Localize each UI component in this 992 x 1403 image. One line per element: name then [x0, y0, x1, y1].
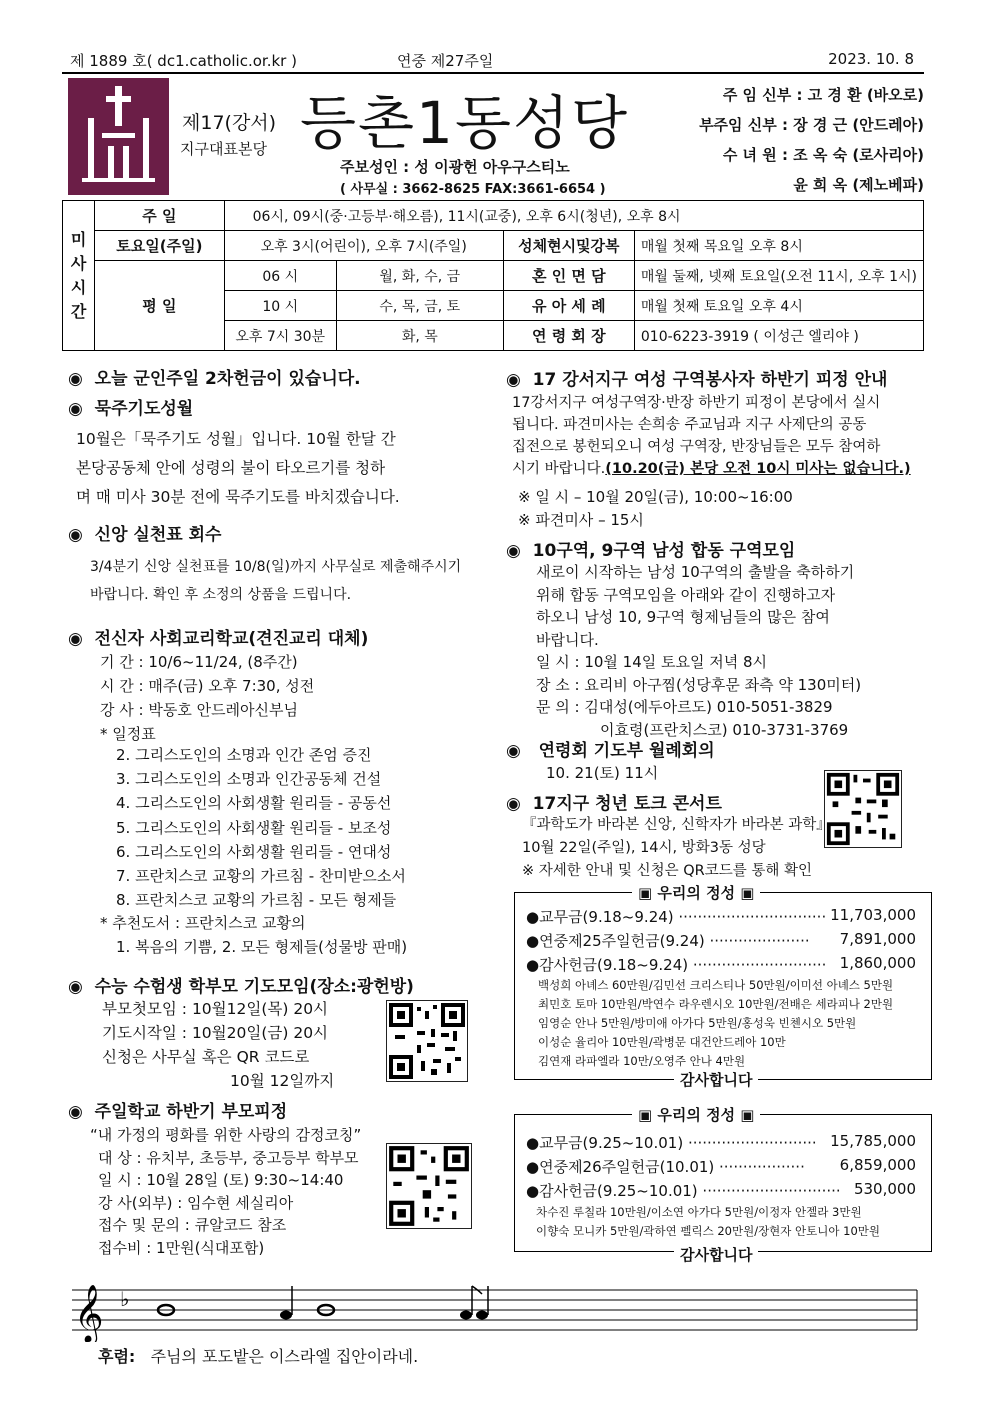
women-retreat-details: [518, 486, 793, 532]
no-mass-notice: (10.20(금) 본당 오전 10시 미사는 없습니다.): [605, 461, 911, 477]
section-parents-retreat: ◉ 주일학교 하반기 부모피정: [68, 1102, 288, 1122]
donor-line: 임영순 안나 5만원/방미애 아가다 5만원/홍성욱 빈첸시오 5만원: [538, 1016, 857, 1030]
section-men-meeting: ◉ 10구역, 9구역 남성 합동 구역모임: [506, 541, 796, 561]
weekday-label: 평 일: [95, 261, 225, 351]
text-line: 바랍니다.: [536, 630, 599, 649]
service-label: 혼 인 면 담: [503, 261, 634, 291]
qr-code-icon[interactable]: [386, 1143, 472, 1229]
offering-label: ●교무금(9.18~9.24) ·······························: [526, 908, 827, 926]
offering-row: [526, 930, 916, 951]
schedule-item: 2. 그리스도인의 소명과 인간 존엄 증진: [116, 746, 372, 764]
text-line: 장 소 : 요리비 아구찜(성당후문 좌측 약 130미터): [536, 675, 862, 694]
service-label: 유 아 세 례: [503, 291, 634, 321]
section-title: 묵주기도성월: [94, 399, 194, 419]
text-line: 기 간 : 10/6~11/24, (8주간): [100, 653, 298, 671]
adoration-value: 매월 첫째 목요일 오후 8시: [634, 231, 923, 261]
schedule-item: 4. 그리스도인의 사회생활 원리들 - 공동선: [116, 794, 392, 813]
text-line: 10월 22일(주일), 14시, 방화3동 성당: [522, 840, 766, 856]
section-title: 주일학교 하반기 부모피정: [94, 1102, 288, 1122]
text-line: 시 간 : 매주(금) 오후 7:30, 성전: [100, 677, 315, 695]
service-value: 매월 둘째, 넷째 토요일(오전 11시, 오후 1시): [634, 261, 923, 291]
office-contact: ( 사무실 : 3662-8625 FAX:3661-6654 ): [340, 182, 606, 197]
text-line: 며 매 미사 30분 전에 묵주기도를 바치겠습니다.: [76, 488, 400, 506]
text-line: ※ 일 시 – 10월 20일(금), 10:00~16:00: [518, 488, 793, 506]
text-line: 10월 12일까지: [230, 1072, 335, 1090]
district-sub-label: 지구대표본당: [180, 140, 267, 158]
section-title: 17지구 청년 토크 콘서트: [532, 794, 722, 814]
issue-number: 제 1889 호( dc1.catholic.or.kr ): [70, 52, 297, 70]
section-rosary-month: ◉ 묵주기도성월: [68, 399, 194, 419]
schedule-item: 3. 그리스도인의 소명과 인간공동체 건설: [116, 770, 382, 789]
text-line: * 일정표: [100, 725, 156, 743]
psalm-music-staff: [62, 1272, 924, 1342]
offering-row: [526, 1180, 916, 1201]
text-line: 10월은「묵주기도 성월」입니다. 10월 한달 간: [76, 430, 396, 448]
text-line: 강 사(외부) : 임수현 세실리아: [98, 1193, 294, 1212]
youth-concert-text: [522, 814, 831, 883]
offering-amount: 6,859,000: [839, 1156, 916, 1174]
clergy-sister-1: 수 녀 원 : 조 옥 숙 (로사리아): [722, 146, 924, 164]
adoration-label: 성체현시및강복: [503, 231, 634, 261]
section-exam-parents: ◉ 수능 수험생 학부모 기도모임(장소:광헌방): [68, 977, 414, 997]
saturday-times: 오후 3시(어린이), 오후 7시(주일): [224, 231, 503, 261]
sunday-label: 주 일: [95, 201, 225, 231]
offering-amount: 1,860,000: [839, 954, 916, 972]
donor-list: [536, 1203, 880, 1241]
psalm-text: 주님의 포도밭은 이스라엘 집안이라네.: [150, 1347, 419, 1366]
church-name: 등촌1동성당: [300, 89, 630, 157]
text-line: 접수 및 문의 : 큐알코드 참조: [98, 1216, 287, 1234]
clergy-assistant: 부주임 신부 : 장 경 근 (안드레아): [699, 116, 924, 134]
funeral-meeting-date: 10. 21(토) 11시: [546, 764, 659, 782]
section-faith-practice: ◉ 신앙 실천표 회수: [68, 525, 222, 545]
text-line: 됩니다. 파견미사는 손희송 주교님과 지구 사제단의 공동: [512, 417, 867, 433]
psalm-label: 후렴:: [98, 1347, 136, 1366]
section-funeral-meeting: ◉ 연령회 기도부 월례회의: [506, 741, 715, 761]
psalm-refrain: [98, 1345, 418, 1368]
text-line: 접수비 : 1만원(식대포함): [98, 1238, 265, 1257]
text-line: 『과학도가 바라본 신앙, 신학자가 바라본 과학』: [522, 817, 831, 833]
section-title: 10구역, 9구역 남성 합동 구역모임: [532, 541, 796, 561]
donor-line: 최민호 토마 10만원/박연수 라우렌시오 10만원/전배은 세라피나 2만원: [538, 997, 894, 1011]
section-title: 신앙 실천표 회수: [94, 525, 222, 545]
faith-practice-text: [90, 553, 461, 609]
clergy-pastor: 주 임 신부 : 고 경 환 (바오로): [722, 86, 924, 104]
section-title: 오늘 군인주일 2차헌금이 있습니다.: [94, 369, 361, 389]
mass-side-label: 미사시간: [63, 201, 95, 351]
weekday-time: 오후 7시 30분: [224, 321, 336, 351]
top-rule: [62, 72, 924, 74]
svg-text:𝄞: 𝄞: [74, 1284, 104, 1342]
text-line: 17강서지구 여성구역장·반장 하반기 피정이 본당에서 실시: [512, 395, 881, 411]
offering-row: [526, 1132, 916, 1153]
text-line: 시기 바랍니다.: [512, 461, 606, 477]
text-line: 일 시 : 10월 14일 토요일 저녁 8시: [536, 653, 768, 671]
offering-row: [526, 954, 916, 975]
section-women-retreat: ◉ 17 강서지구 여성 구역봉사자 하반기 피정 안내: [506, 370, 888, 390]
service-value: 매월 첫째 토요일 오후 4시: [634, 291, 923, 321]
men-meeting-text: [536, 561, 861, 741]
section-youth-concert: ◉ 17지구 청년 토크 콘서트: [506, 794, 722, 814]
schedule-item: 7. 프란치스코 교황의 가르침 - 찬미받으소서: [116, 867, 406, 886]
donor-line: 이성순 율리아 10만원/곽병문 대건안드레아 10만: [538, 1035, 786, 1049]
weekday-time: 06 시: [224, 261, 336, 291]
offering-amount: 15,785,000: [830, 1132, 916, 1150]
weekday-time: 10 시: [224, 291, 336, 321]
clergy-sister-2: 윤 희 옥 (제노베파): [793, 176, 924, 194]
donor-list: [538, 976, 893, 1071]
section-title: 연령회 기도부 월례회의: [538, 741, 715, 761]
offering-label: ●교무금(9.25~10.01) ···························: [526, 1134, 817, 1152]
qr-code-icon[interactable]: [824, 770, 902, 848]
recommended-books-list: 1. 복음의 기쁨, 2. 모든 형제들(성물방 판매): [116, 938, 408, 956]
text-line: 집전으로 봉헌되오니 여성 구역장, 반장님들은 모두 참여하: [512, 439, 881, 455]
schedule-item: 5. 그리스도인의 사회생활 원리들 - 보조성: [116, 818, 392, 837]
mass-schedule-table: [62, 200, 924, 351]
recommended-books: * 추천도서 : 프란치스코 교황의: [100, 914, 306, 932]
schedule-item: 6. 그리스도인의 사회생활 원리들 - 연대성: [116, 842, 392, 861]
text-line: 위해 합동 구역모임을 아래와 같이 진행하고자: [536, 585, 836, 604]
text-line: ※ 자세한 안내 및 신청은 QR코드를 통해 확인: [522, 863, 813, 879]
exam-parents-text: [102, 997, 334, 1093]
text-line: 신청은 사무실 혹은 QR 코드로: [102, 1048, 310, 1066]
offering-box-title: ▣ 우리의 정성 ▣: [632, 1104, 760, 1125]
text-line: 이효령(프란치스코) 010-3731-3769: [600, 720, 849, 739]
liturgical-season: 연중 제27주일: [397, 52, 494, 70]
text-line: 본당공동체 안에 성령의 불이 타오르기를 청하: [76, 459, 386, 477]
issue-date: 2023. 10. 8: [828, 50, 914, 68]
clergy-list: [699, 80, 924, 200]
church-cross-icon: [68, 78, 169, 195]
donor-line: 백성희 아녜스 60만원/김민선 크리스티나 50만원/이미선 아녜스 5만원: [538, 978, 894, 992]
text-line: 하오니 남성 10, 9구역 형제님들의 많은 참여: [536, 608, 830, 626]
donor-line: 이향숙 모니카 5만원/곽하연 펠릭스 20만원/장현자 안토니아 10만원: [536, 1224, 880, 1238]
offering-label: ●감사헌금(9.25~10.01) ·····························: [526, 1182, 841, 1200]
social-doctrine-schedule: [116, 743, 406, 912]
offering-label: ●연중제25주일헌금(9.24) ·····················: [526, 932, 810, 950]
section-title: 17 강서지구 여성 구역봉사자 하반기 피정 안내: [532, 370, 888, 390]
rosary-text: [76, 425, 400, 512]
donor-line: 김연재 라파엘라 10만/오영주 안나 4만원: [538, 1054, 746, 1068]
text-line: “내 가정의 평화를 위한 사랑의 감정코칭”: [90, 1126, 362, 1144]
sunday-times: 06시, 09시(중·고등부·해오름), 11시(교중), 오후 6시(청년), 오후 8시: [224, 201, 923, 231]
thanks-label: 감사합니다: [674, 1069, 758, 1090]
weekday-days: 수, 목, 금, 토: [336, 291, 503, 321]
svg-text:♭: ♭: [120, 1287, 130, 1311]
church-logo: [68, 78, 169, 195]
patron-saint: 주보성인 : 성 이광헌 아우구스티노: [340, 158, 570, 176]
district-label: 제17(강서): [182, 112, 277, 134]
text-line: 3/4분기 신앙 실천표를 10/8(일)까지 사무실로 제출해주시기: [90, 559, 462, 575]
offering-box-title: ▣ 우리의 정성 ▣: [632, 882, 760, 903]
offering-amount: 7,891,000: [839, 930, 916, 948]
text-line: 새로이 시작하는 남성 10구역의 출발을 축하하기: [536, 563, 855, 581]
social-doctrine-info: [100, 650, 314, 746]
offering-label: ●감사헌금(9.18~9.24) ····························: [526, 956, 827, 974]
offering-label: ●연중제26주일헌금(10.01) ··················: [526, 1158, 805, 1176]
text-line: 부모첫모임 : 10월12일(목) 20시: [102, 1000, 329, 1018]
donor-line: 차수진 루칠라 10만원/이소연 아가다 5만원/이정자 안젤라 3만원: [536, 1205, 862, 1219]
text-line: 일 시 : 10월 28일 (토) 9:30~14:40: [98, 1171, 344, 1189]
offering-amount: 11,703,000: [830, 906, 916, 924]
saturday-label: 토요일(주일): [95, 231, 225, 261]
service-value: 010-6223-3919 ( 이성근 엘리야 ): [634, 321, 923, 351]
thanks-label: 감사합니다: [674, 1244, 758, 1265]
women-retreat-text: [512, 392, 911, 480]
section-title: 수능 수험생 학부모 기도모임(장소:광헌방): [94, 977, 414, 997]
offering-amount: 530,000: [853, 1180, 916, 1198]
schedule-item: 8. 프란치스코 교황의 가르침 - 모든 형제들: [116, 891, 397, 910]
text-line: ※ 파견미사 – 15시: [518, 511, 644, 529]
text-line: 대 상 : 유치부, 초등부, 중고등부 학부모: [98, 1148, 359, 1167]
text-line: 기도시작일 : 10월20일(금) 20시: [102, 1024, 329, 1042]
parents-retreat-text: [90, 1124, 361, 1259]
section-title: 전신자 사회교리학교(견진교리 대체): [94, 629, 369, 649]
weekday-days: 화, 목: [336, 321, 503, 351]
weekday-days: 월, 화, 수, 금: [336, 261, 503, 291]
qr-code-icon[interactable]: [386, 1000, 468, 1082]
section-military-sunday: ◉ 오늘 군인주일 2차헌금이 있습니다.: [68, 369, 361, 389]
text-line: 강 사 : 박동호 안드레아신부님: [100, 701, 299, 719]
text-line: 바랍니다. 확인 후 소정의 상품을 드립니다.: [90, 587, 352, 603]
section-social-doctrine: ◉ 전신자 사회교리학교(견진교리 대체): [68, 629, 369, 649]
text-line: 문 의 : 김대성(에두아르도) 010-5051-3829: [536, 698, 833, 716]
offering-row: [526, 1156, 916, 1177]
offering-row: [526, 906, 916, 927]
service-label: 연 령 회 장: [503, 321, 634, 351]
top-bar: [62, 46, 924, 72]
